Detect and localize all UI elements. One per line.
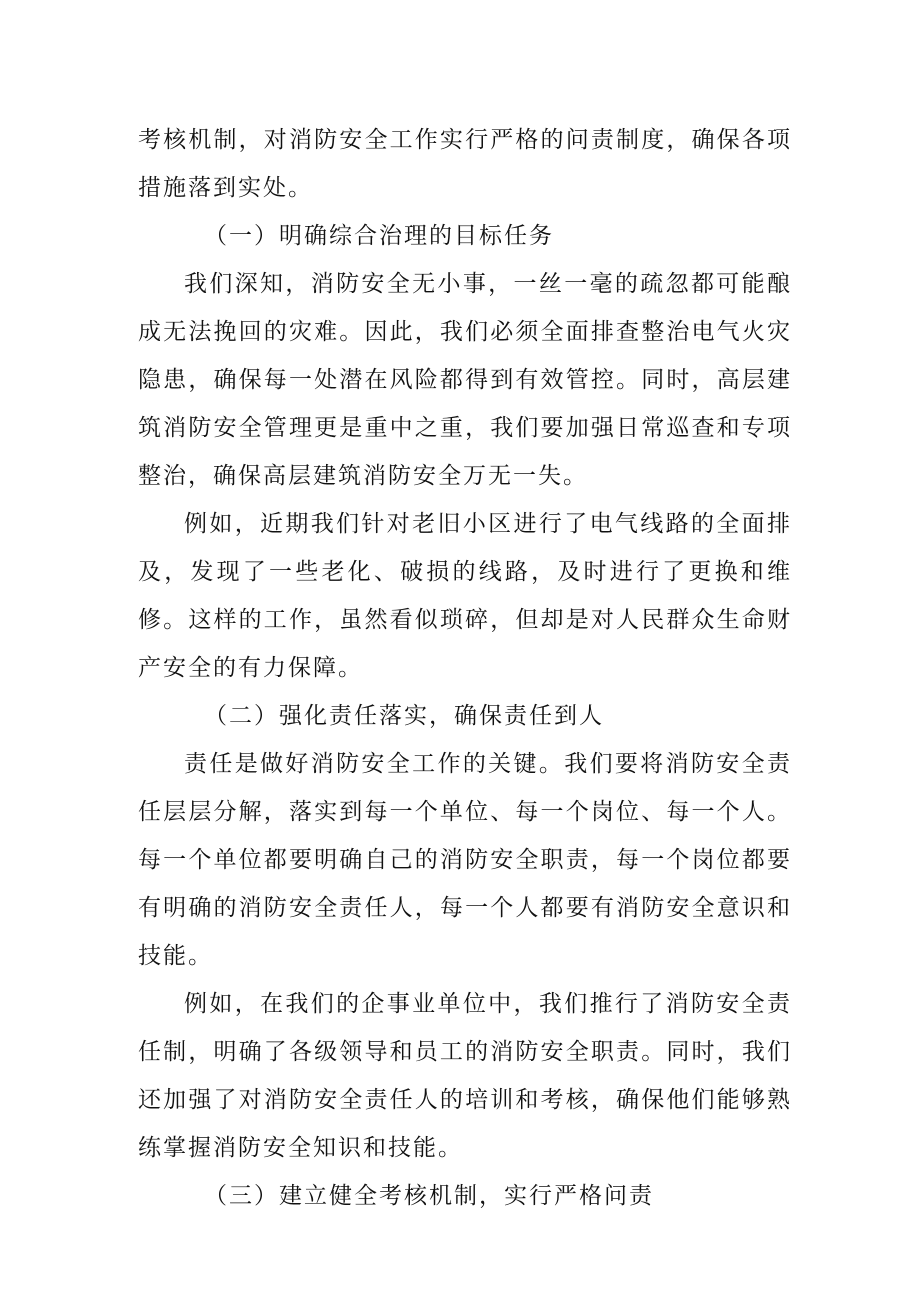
section-heading-1: （一）明确综合治理的目标任务 bbox=[204, 223, 554, 249]
continued-paragraph: 考核机制，对消防安全工作实行严格的问责制度，确保各项措施落到实处。 bbox=[138, 127, 792, 201]
paragraph: 例如，在我们的企事业单位中，我们推行了消防安全责任制，明确了各级领导和员工的消防安全职责。同时，我们还加强了对消防安全责任人的培训和考核，确保他们能够熟练掌握消防安全知识和技能。 bbox=[138, 991, 792, 1161]
paragraph: 我们深知，消防安全无小事，一丝一毫的疏忽都可能酿成无法挽回的灾难。因此，我们必须全面排查整治电气火灾隐患，确保每一处潜在风险都得到有效管控。同时，高层建筑消防安全管理更是重中之重，我们要加强日常巡查和专项整治，确保高层建筑消防安全万无一失。 bbox=[138, 271, 792, 489]
paragraph: 责任是做好消防安全工作的关键。我们要将消防安全责任层层分解，落实到每一个单位、每一个岗位、每一个人。每一个单位都要明确自己的消防安全职责，每一个岗位都要有明确的消防安全责任人，每一个人都要有消防安全意识和技能。 bbox=[138, 751, 792, 969]
document-body bbox=[138, 116, 792, 1220]
section-heading-2: （二）强化责任落实，确保责任到人 bbox=[204, 703, 604, 729]
paragraph: 例如，近期我们针对老旧小区进行了电气线路的全面排及，发现了一些老化、破损的线路，及时进行了更换和维修。这样的工作，虽然看似琐碎，但却是对人民群众生命财产安全的有力保障。 bbox=[138, 511, 792, 681]
section-heading-3: （三）建立健全考核机制，实行严格问责 bbox=[204, 1183, 654, 1209]
